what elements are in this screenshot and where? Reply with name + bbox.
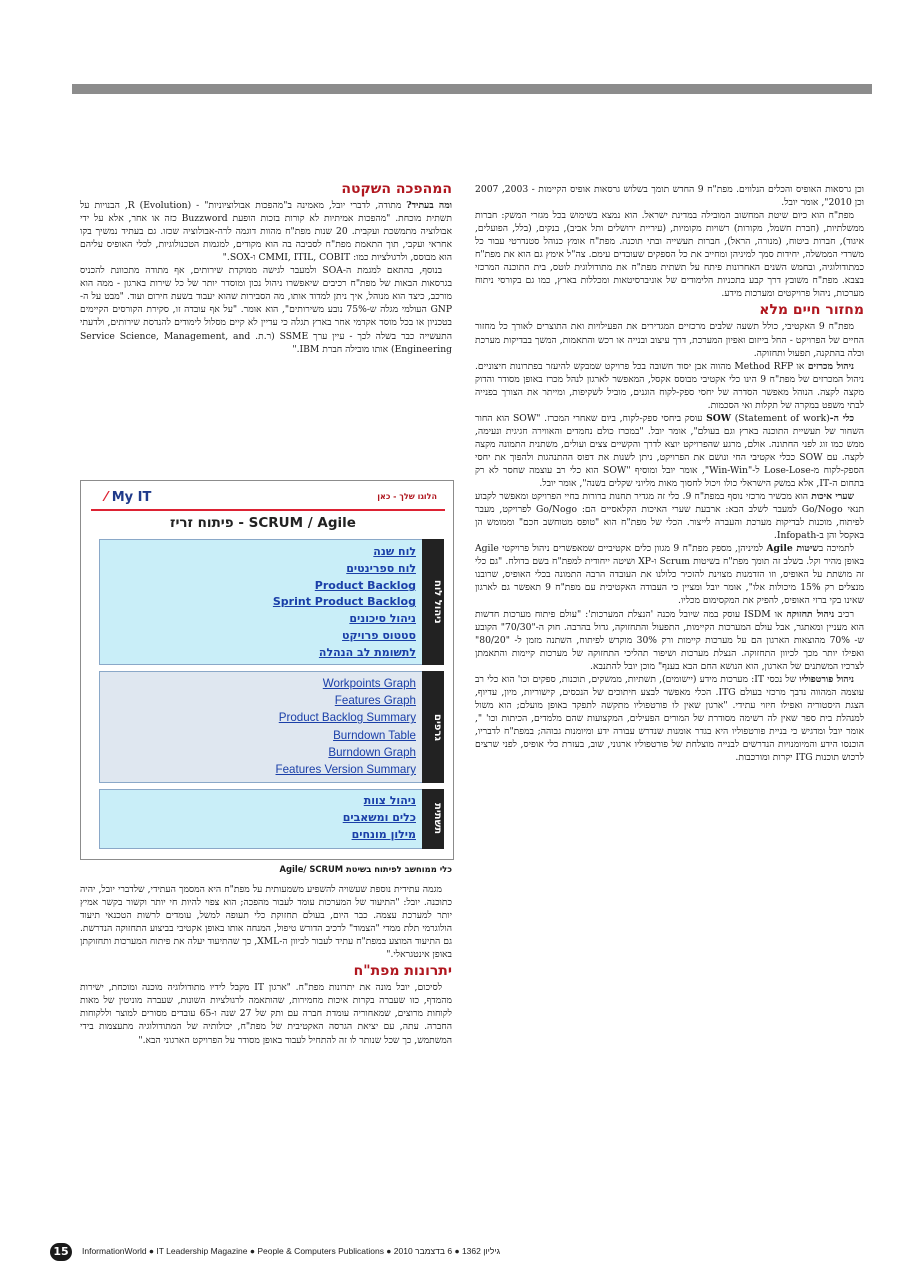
- link-tools-resources[interactable]: כלים ומשאבים: [342, 811, 416, 824]
- panel-infrastructure-label: תשתית: [422, 789, 444, 849]
- your-logo-here: הלוגו שלך - כאן: [377, 492, 437, 501]
- intro-paragraph-2: מפת"ח הוא כיום שיטת המחשוב המובילה במדינת ישראל. הוא נמצא בשימוש בכל מגזרי המשק: חברות ממשלתיות, (חברת חשמל, מקורות) רשויות מקומיות, (עיריית ירושלים ותל אביב), בנקים, (בלל, הפועלים, איגוד), חברות ביטוח, (מנורה, הראל), חברות תעשייה ובתי תוכנה. מפת"ח אומץ כנוהל סטנדרטי עבור כל משרדי הממשלה, יחידות סמך למיניהן ומחייב את כל הספקים שעובדים עימם. צה"ל אימץ גם הוא את מפת"ח כמתודולוגיה, ובחמש השנים האחרונות פיתח על תשתית מפת"ח את מתודולוגית לוטס, בית התוכנה המרכזי בצבא. מפת"ח משובץ דרך קבע בתכניות הלימודים של אוניברסיטאות ומכללות בארץ, כמו גם בקורסי ניתוח מערכות, ניהול פרויקטים ומערכות מידע.: [475, 210, 864, 300]
- link-features-graph[interactable]: Features Graph: [334, 694, 416, 708]
- section-heading-quiet-revolution: המהפכה השקטה: [341, 181, 452, 197]
- paragraph-sow: כלי ה-SOW (Statement of work) עוסק ביחסי ספק-לקוח, ביום שאחרי המכרז. "SOW הוא החור השחור של תעשיית התוכנה בארץ וגם בעולם", אומר יובל. "במכרז כולם נחמדים והאווירה חגיגית ונעימה, ממש כמו זוג לפני החתונה. אולם, מרגע שהפרויקט יוצא לדרך והקשיים צצים ועולים, משתנית התמונה מקצה לקצה. עם SOW ככלי אקטיבי החי ונושם את הפרויקט, ניתן לשנות את דפוס ההתנהגות ולהפוך את יחסי הספק-לקוח מ-Lose-Lose ל-"Win-Win", אומר יובל ומוסיף "SOW הוא כלי רב עוצמה שחסר לא רק בתחום ה-IT, אלא במשק הישראלי כולו ויכול לחסוך מאות מליוני שקלים בשנה", אומר יובל.: [475, 412, 864, 490]
- figure-caption: כלי ממוחשב לפיתוח בשיטת Agile/ SCRUM: [279, 864, 452, 874]
- link-sprint-product-backlog[interactable]: Sprint Product Backlog: [272, 595, 416, 609]
- figure-header: [91, 487, 445, 509]
- paragraph-future: ומה בעתיד? מתודה, לדברי יובל, מאמינה ב"מהפכות אבולוציוניות" - (Evolution) R, הבנויות על תשתית מוכחת. "מהפכות אמיתיות לא קורות בזכות הופעת Buzzword כזה או אחר, אלא על ידי אבולוציה מתמשכת ועקבית. 20 שנות מפת"ח מהוות דוגמה לרה-אבולוציה שכזו. גם בעתיד נמשיך בקו אחראי ועקבי, תוך התאמת מפת"ח לסביבה בה הוא מקודים, למגמות הטכנולוגיות, לכלי האופיס עליהם הוא מבוסס, ולרגולציות כמו: CMMI, ITIL, COBIT ו-SOX.": [80, 200, 452, 264]
- bold-term-maintenance: ניהול תחזוקה: [786, 608, 835, 620]
- top-bar: [72, 84, 872, 94]
- bold-term-tenders: ניהול מכרזים: [807, 360, 854, 372]
- bold-term-future: ומה בעתיד?: [406, 200, 452, 212]
- footer-publication-line: InformationWorld ● IT Leadership Magazine ● People & Computers Publications ● 2010 גיליון 1362 ● 6 בדצמבר: [82, 1246, 501, 1256]
- link-burndown-graph[interactable]: Burndown Graph: [328, 745, 416, 759]
- link-calendar[interactable]: לוח שנה: [373, 545, 416, 558]
- link-workpoints-graph[interactable]: Workpoints Graph: [322, 677, 416, 690]
- paragraph-tenders: ניהול מכרזים או Method RFP מהווה אבן יסוד חשובה בכל פרויקט שמבקש להיעזר בפתרונות חיצוניים. ניהול המכרזים של מפת"ח 9 הינו כלי אקטיבי מבוסס אקסל, המאפשר לארגון לנהל מכרז באופן מסודר והדוק מקצה לקצה. הנוהל מאפשר הסדרה של יחסי ספק-לקוח הוגנים, מוביל לשקיפות, ומייתר את הצורך בפנייה לבתי משפט במקרה של תקלות ואי הסכמות.: [475, 360, 865, 411]
- link-team-management[interactable]: ניהול צוות: [363, 794, 416, 807]
- my-it-logo: ⁄ My IT: [105, 490, 152, 505]
- panel-graphs-label: גרפים: [422, 671, 444, 783]
- link-risk-management[interactable]: ניהול סיכונים: [349, 612, 416, 626]
- paragraph-maintenance: רכיב ניהול תחזוקה או ISDM עוסק במה שיובל מכנה 'הנצלת המערכות': "עולם פיתוח מערכות חדשות הוא מעניין ומאתגר, אבל עולם המערכות הקיימות, התפעול והתחזוקה, גדול בהרבה. חוק ה-"70/30" הקובע ש- 70% מהוצאות הארגון הם על מערכות קיימות ורק 30% מוקדש לפיתוח, השתנה מזמן ל- "80/20" ואפילו יותר מכך לכיוון התחזוקה. הנצלת מערכות ושיפור תהליכי התחזוקה של מערכות קיימות והתאמתן לצרכיו המשתנים של הארגון, הוא הנושא החם הבא בענף" מוכן יובל להתנבא.: [475, 608, 865, 672]
- link-product-backlog-summary[interactable]: Product Backlog Summary: [278, 711, 416, 725]
- paragraph-portfolio: ניהול פורטפוליו של נכסי IT: מערכות מידע (יישומים), תשתיות, ממשקים, תוכנות, ספקים וכו' הוא כלי רב עוצמה המהווה נדבך מרכזי בעולם ITG. הכלי מאפשר לבצע חיתוכים של הנכסים, קישוריות, מיון, עדיוף, הצגת היסטוריה ואפילו חיזוי עתידי. "ארגון שאין לו פורטפוליו מתקשה לתפקד באופן מועלם; הוא משול למנהלת בית ספר שאין לה רשימה מסודרת של המורים הפעילים, המקצועות שהם מלמדים, הכיתות וכו' ", אומר יובל ומדגיש כי בניית פורטפוליו היא בגדר אומנות שנדרש עבורה ידע ומיומנות גבוהה; במפת"ח לדבריו, הוכנסו הידע והמיומנויות הנדרשים לבנייה מוצלחת של פורטפוליו ארגוני, שוב, בעזרת כלי אופיס, לפני שרצים לרכוש תוכנות ITG יקרות ומורכבות.: [475, 673, 864, 764]
- bold-term-agile: שיטות Agile: [766, 543, 819, 555]
- paragraph-soa: בנוסף, בהתאם למגמת ה-SOA ולמעבר לגישה ממוקדת שירותים, אף מתודה מתכוונת להכניס בגרסאות הבאות של מפת"ח רכיבים שיאפשרו ניהול נכון ומוסדר יותר של כל שירות בארגון - ממה הוא מורכב, כיצד הוא מנוהל, איך ניתן למדוד אותו, מה הסבירות שהוא יעבוד בשעת חירום ועוד. "מבט על ה-GNP העולמי מגלה ש-75% נובע משירותים", הוא אומר. "על אף עובדה זו, סקירת הקורסים הקיימים בטכניון או בכל מוסד אקדמי אחר בארץ תגלה כי עדיין לא קיים מסלול לימודים להנדסת שירותים, ולדעתי התעשייה כבר בשלה לכך - עיין ערך SSME (ר.ת. Service Science, Management, and Engineering) אותו מובילה חברת IBM.": [80, 265, 453, 355]
- paragraph-quality-gates: שערי איכות הוא מכשיר מרכזי נוסף במפת"ח 9. כלי זה מגדיר תחנות ברורות בחיי הפרויקט ומאפשר לקבוע תנאי Go/Nogo למעבר לשלב הבא: ארבעת שערי האיכות הקלאסיים הם: Go/Nogo לפרויקט, מעבר לפיתוח, מוכנות לבדיקות מערכת והעברה לייצור. הכלי של מפת"ח הוא "טופס מטוחשב חכם" וממומש הן באקסל והן ב-Infopath.: [475, 491, 864, 542]
- bold-term-sow: כלי ה-SOW: [706, 412, 854, 424]
- panel-graphs: [99, 671, 443, 783]
- left-column-top: [80, 183, 452, 356]
- paragraph-agile: לתמיכה בשיטות Agile למיניהן, מספק מפת"ח 9 מגוון כלים אקטיביים שמאפשרים ניהול פרויקטי Agile באופן מהיר וקל. בשלב זה תומך מפת"ח בשיטות Scrum ו-XP ושיטה ייחודית למפת"ח בשם בדולח. "גם כלי זה מושתת על האופיס, וזו הזדמנות מצוינת להזכיר כלולנו את העובדה הרבה התמונה בכלי האופיס, שרובנו מנצלים רק 15% מיכולות אלו", אומר יובל ומציין כי העבודה האקטיבית עם מפת"ח 9 תאפשר גם לארגון שאינו בקי ברזי האופיס, להפיק את המקסימום מכליו.: [475, 543, 864, 607]
- intro-paragraph-1: וכן גרסאות האופיס והכלים הנלווים. מפת"ח 9 החדש תומך בשלוש גרסאות אופיס הקיימות - 2003, 2007 וכן 2010", אומר יובל.: [475, 184, 864, 209]
- page-number: 15: [50, 1243, 72, 1261]
- bold-term-quality-gates: שערי איכות: [811, 491, 854, 503]
- right-column: [475, 183, 864, 764]
- link-project-status[interactable]: סטטוס פרויקט: [342, 628, 416, 642]
- panel-infrastructure: [99, 789, 443, 849]
- page-footer: [50, 1243, 870, 1263]
- paragraph-documentation: מגמה עתידית נוספת שעשויה להשפיע משמעותית על מפת"ח היא המסמך העתידי, שלדברי יובל, יהיה כתוכנה. יובל: "התיעוד של המערכות עומד לעבור מהפכה; הוא צפוי להיות חי יותר וקשור בקשר אמיץ יותר למערכת עצמה. כבר היום, בעולם תחזוקת כלי תעופה למשל, עומדים לרשות הטכנאי תיעוד הולוגרמי תלת ממדי "הצמוד" לרכיב הדורש טיפול, המנחה אותו באופן אקטיבי בביצוע התחזוקה הנדרשת. גם התיעוד המוצע במפת"ח עתיד לעבור לכיוון ה-XML, כך שהתיעוד יעלה את פיתוח המערכות ותחזוקתן באופן אינטגראלי.": [80, 884, 452, 961]
- paragraph-summary: לסיכום, יובל מונה את יתרונות מפת"ח. "ארגון IT מקבל לידיו מתודולוגיה מוכנה ומוכחת, ישירות מהמדף, כזו שעברה בקרות איכות מחמירות, שהותאמה לרגולציות השונות, שעברה מוניטין של מאות לקוחות מרוצים, שמאחוריה עומדת חברה עם ותק של 27 שנה ו-65 עובדים מסורים למוצר וללקוחות החברה. עתה, עם יציאת הגרסה האקטיבית של מפת"ח, יכולותיה של המתודולוגיה מתעצמות בידי המשתמש, כך שכל שנותר לו זה להתחיל לעבוד באופן מסודר על הפרויקט הארגוני הבא.": [80, 982, 452, 1046]
- link-features-version-summary[interactable]: Features Version Summary: [275, 763, 416, 777]
- section-heading-advantages: יתרונות מפת"ח: [353, 963, 452, 980]
- link-sprints[interactable]: לוח ספרינטים: [346, 561, 416, 575]
- panel-management-links: [273, 544, 416, 662]
- left-column-bottom: [80, 883, 452, 1047]
- panel-management-label: ניהול לוח: [422, 539, 444, 665]
- link-glossary[interactable]: מילון מונחים: [351, 828, 416, 841]
- bold-term-portfolio: ניהול פורטפוליו: [799, 673, 854, 685]
- link-burndown-table[interactable]: Burndown Table: [333, 728, 416, 742]
- panel-infrastructure-links: [343, 792, 416, 843]
- figure-scrum-tool: [80, 480, 454, 860]
- panel-management: [99, 539, 443, 665]
- panel-graphs-links: [276, 675, 416, 778]
- figure-divider: [91, 509, 445, 511]
- section-heading-lifecycle: מחזור חיים מלא: [759, 302, 864, 319]
- link-product-backlog[interactable]: Product Backlog: [314, 578, 416, 592]
- figure-title: SCRUM / Agile - פיתוח זריז: [170, 515, 356, 531]
- paragraph-lifecycle: מפת"ח 9 האקטיבי, כולל תשעה שלבים מרכזיים המגדירים את הפעילויות ואת התוצרים לאורך כל מחזור החיים של הפרויקט - החל בייזום ואפיון המערכת, דרך עיצוב ובנייה או רכש והתאמות, המשך בבדיקות מערכת וכלה בהתקנה, תפעול ותחזוקה.: [475, 321, 864, 359]
- link-management-attention[interactable]: לתשומת לב הנהלה: [318, 645, 416, 659]
